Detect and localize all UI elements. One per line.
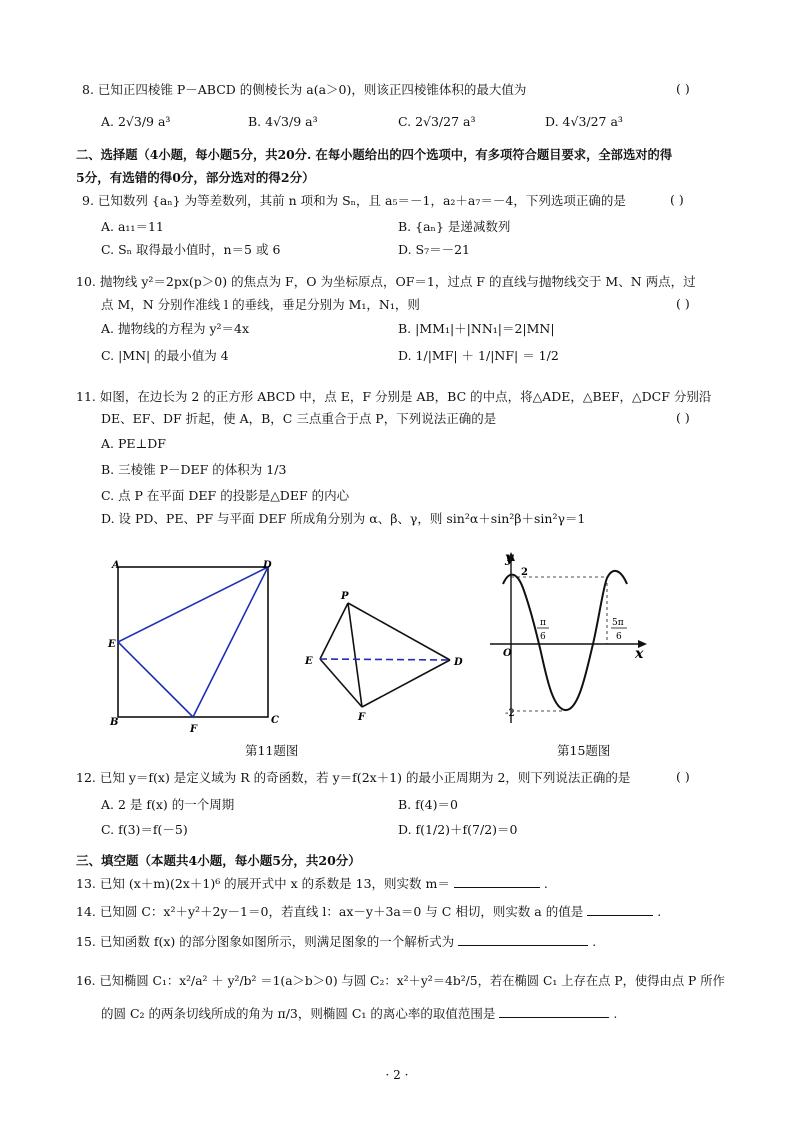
label-p: P	[341, 591, 349, 602]
label-e: E	[108, 639, 116, 650]
q10-option-d: D. 1/|MF| ＋ 1/|NF| ＝ 1/2	[398, 348, 559, 363]
q10-stem-line1: 10. 抛物线 y²＝2px(p＞0) 的焦点为 F，O 为坐标原点，OF＝1，过点 F 的直线与抛物线交于 M、N 两点，过	[76, 274, 696, 289]
q15-end: .	[592, 934, 597, 949]
q12-option-b: B. f(4)＝0	[398, 797, 458, 812]
tick-2: 2	[521, 567, 528, 578]
q15-answer-blank[interactable]	[458, 933, 588, 946]
q10-option-c: C. |MN| 的最小值为 4	[101, 348, 229, 363]
label-f2: F	[358, 712, 366, 723]
tick-5pi6-num: 5π	[612, 618, 624, 628]
q8-option-c: C. 2√3/27 a³	[398, 114, 476, 129]
q11-option-a: A. PE⊥DF	[101, 436, 166, 451]
q16-stem-line1: 16. 已知椭圆 C₁：x²/a² ＋ y²/b² ＝1(a＞b＞0) 与圆 C₂：x²＋y²＝4b²/5，若在椭圆 C₁ 上存在点 P，使得由点 P 所作	[76, 974, 725, 988]
q9-stem: 9. 已知数列 {aₙ} 为等差数列，其前 n 项和为 Sₙ，且 a₅＝－1，a₂＋a₇＝－4，下列选项正确的是	[82, 193, 626, 208]
q15-line	[76, 933, 596, 951]
q8-option-b: B. 4√3/9 a³	[248, 114, 318, 129]
q10-stem-line2: 点 M，N 分别作准线 l 的垂线，垂足分别为 M₁，N₁，则	[101, 297, 420, 312]
q16-end: .	[613, 1006, 618, 1021]
origin-label: O	[503, 648, 512, 659]
q11-option-d: D. 设 PD、PE、PF 与平面 DEF 所成角分别为 α、β、γ，则 sin²α＋sin²β＋sin²γ＝1	[101, 511, 586, 526]
q12-answer-paren: ( )	[676, 769, 690, 784]
q9-option-b: B. {aₙ} 是递减数列	[398, 219, 511, 234]
q13-line	[76, 875, 548, 893]
q12-option-c: C. f(3)＝f(－5)	[101, 822, 188, 837]
fig15-caption: 第15题图	[557, 743, 611, 758]
square-outline	[118, 567, 268, 717]
q9-option-c: C. Sₙ 取得最小值时，n＝5 或 6	[101, 242, 281, 257]
q11-stem-line1: 11. 如图，在边长为 2 的正方形 ABCD 中，点 E，F 分别是 AB，BC 的中点，将△ADE，△BEF，△DCF 分别沿	[76, 389, 712, 404]
q8-option-d: D. 4√3/27 a³	[545, 114, 623, 129]
q10-option-b: B. |MM₁|＋|NN₁|＝2|MN|	[398, 321, 555, 336]
label-b: B	[110, 717, 119, 728]
fig11-tetrahedron-diagram	[300, 585, 475, 730]
label-a: A	[112, 560, 120, 571]
q16-answer-blank[interactable]	[499, 1005, 609, 1018]
q12-stem: 12. 已知 y＝f(x) 是定义域为 R 的奇函数，若 y＝f(2x＋1) 的最小正周期为 2，则下列说法正确的是	[76, 770, 631, 785]
tick-pi6-den: 6	[540, 632, 546, 642]
q14-line	[76, 903, 661, 921]
tick-pi6-num: π	[540, 618, 546, 628]
tick-neg-2: -2	[505, 708, 515, 719]
q10-answer-paren: ( )	[676, 296, 690, 311]
q8-option-a: A. 2√3/9 a³	[101, 114, 171, 129]
axis-y-label: y	[505, 550, 514, 566]
q11-answer-paren: ( )	[676, 410, 690, 425]
q14-answer-blank[interactable]	[587, 903, 653, 916]
triangle-def	[118, 567, 268, 717]
fig11-caption: 第11题图	[245, 743, 299, 758]
q12-option-a: A. 2 是 f(x) 的一个周期	[101, 797, 235, 812]
q15-text: 15. 已知函数 f(x) 的部分图象如图所示，则满足图象的一个解析式为	[76, 934, 455, 949]
label-d: D	[263, 560, 272, 571]
q8-answer-paren: ( )	[676, 81, 690, 96]
q11-option-b: B. 三棱锥 P－DEF 的体积为 1/3	[101, 462, 287, 477]
fig11-square-diagram	[100, 555, 290, 740]
q13-answer-blank[interactable]	[454, 875, 540, 888]
axis-x-label: x	[635, 646, 644, 662]
section-2-header-line1: 二、选择题（4小题，每小题5分，共20分. 在每小题给出的四个选项中，有多项符合题目要求，全部选对的得	[76, 147, 673, 162]
tick-5pi6-den: 6	[616, 632, 622, 642]
fig15-function-graph	[485, 548, 655, 728]
q9-option-a: A. a₁₁＝11	[101, 219, 164, 234]
page-number: · 2 ·	[385, 1068, 409, 1082]
q14-end: .	[657, 904, 662, 919]
section-3-header: 三、填空题（本题共4小题，每小题5分，共20分）	[76, 853, 361, 868]
q12-option-d: D. f(1/2)＋f(7/2)＝0	[398, 822, 518, 837]
label-f: F	[190, 724, 198, 735]
q11-stem-line2: DE、EF、DF 折起，使 A，B，C 三点重合于点 P，下列说法正确的是	[101, 411, 497, 426]
q14-text: 14. 已知圆 C：x²＋y²＋2y－1＝0，若直线 l：ax－y＋3a＝0 与 C 相切，则实数 a 的值是	[76, 904, 584, 919]
q16-line2	[101, 1005, 617, 1023]
label-c: C	[271, 715, 279, 726]
q16-text-line2: 的圆 C₂ 的两条切线所成的角为 π/3，则椭圆 C₁ 的离心率的取值范围是	[101, 1006, 496, 1021]
q13-text: 13. 已知 (x＋m)(2x＋1)⁶ 的展开式中 x 的系数是 13，则实数 m＝	[76, 876, 450, 891]
label-e2: E	[305, 656, 313, 667]
q11-option-c: C. 点 P 在平面 DEF 的投影是△DEF 的内心	[101, 488, 350, 503]
q10-option-a: A. 抛物线的方程为 y²＝4x	[101, 321, 250, 336]
q9-option-d: D. S₇＝－21	[398, 242, 471, 257]
q8-stem: 8. 已知正四棱锥 P－ABCD 的侧棱长为 a(a＞0)，则该正四棱锥体积的最大值为	[82, 82, 527, 97]
label-d2: D	[454, 657, 463, 668]
section-2-header-line2: 5分，有选错的得0分，部分选对的得2分）	[76, 170, 315, 185]
q9-answer-paren: ( )	[670, 192, 684, 207]
q13-end: .	[543, 876, 548, 891]
